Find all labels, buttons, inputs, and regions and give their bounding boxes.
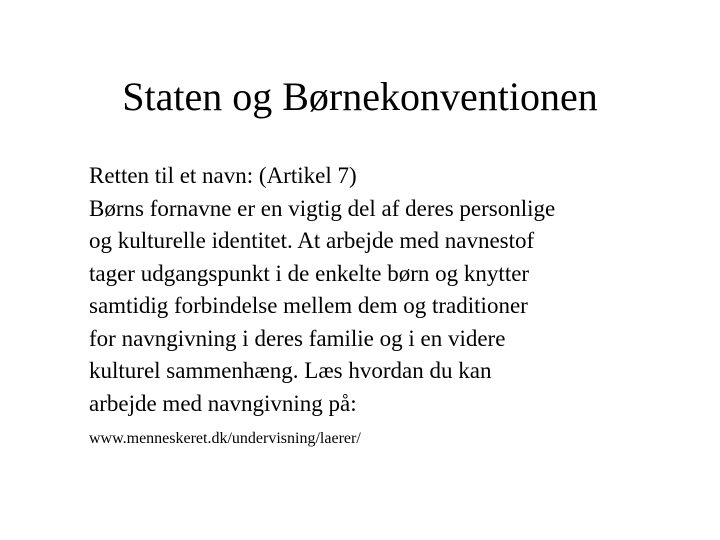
slide-title: Staten og Børnekonventionen <box>122 74 598 119</box>
body-paragraph <box>89 193 689 421</box>
body-line: og kulturelle identitet. At arbejde med navnestof <box>89 228 535 253</box>
body-line: arbejde med navngivning på: <box>89 390 357 416</box>
heading-line <box>89 160 689 193</box>
body-line: samtidig forbindelse mellem dem og traditioner <box>89 293 528 318</box>
body-line: Børns fornavne er en vigtig del af deres personlige <box>89 195 556 221</box>
heading-line-text: Retten til et navn: (Artikel 7) <box>89 163 357 188</box>
body-line: for navngivning i deres familie og i en videre <box>89 325 506 351</box>
body-line: kulturel sammenhæng. Læs hvordan du kan <box>89 358 492 383</box>
body-line: tager udgangspunkt i de enkelte børn og knytter <box>89 260 530 286</box>
slide-body <box>89 160 689 450</box>
resource-url: www.menneskeret.dk/undervisning/laerer/ <box>89 430 361 447</box>
